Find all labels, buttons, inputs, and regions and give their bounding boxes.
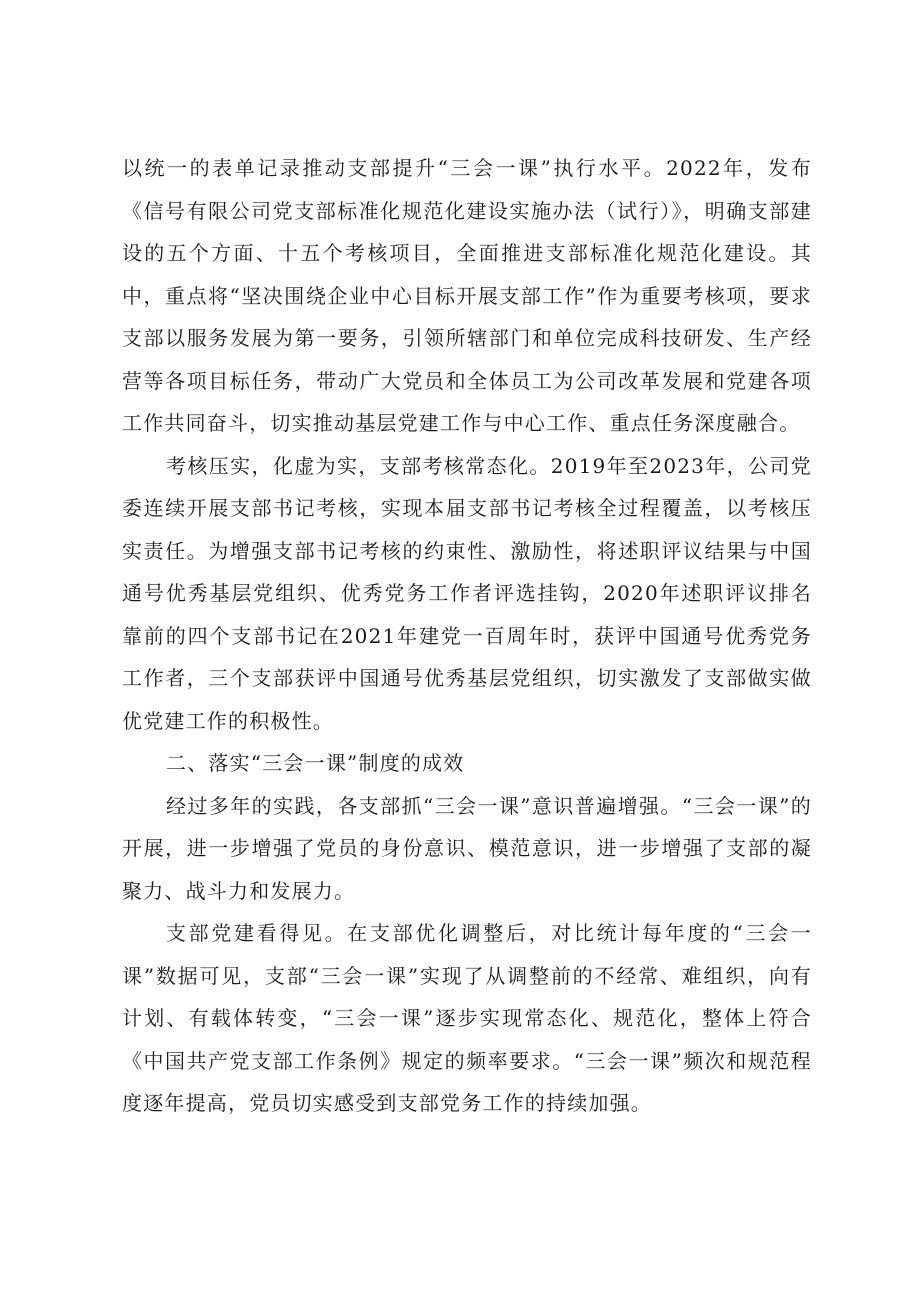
paragraph-branch-visible: 支部党建看得见。在支部优化调整后，对比统计每年度的“三会一课”数据可见，支部“三会一课”实现了从调整前的不经常、难组织，向有计划、有载体转变，“三会一课”逐步实现常态化、规范化，整体上符合《中国共产党支部工作条例》规定的频率要求。“三会一课”频次和规范程度逐年提高，党员切实感受到支部党务工作的持续加强。: [122, 921, 812, 1115]
document-body: [122, 147, 812, 1125]
paragraph-continued: 以统一的表单记录推动支部提升“三会一课”执行水平。2022年，发布《信号有限公司党支部标准化规范化建设实施办法（试行）》，明确支部建设的五个方面、十五个考核项目，全面推进支部标准化规范化建设。其中，重点将“坚决围绕企业中心目标开展支部工作”作为重要考核项，要求支部以服务发展为第一要务，引领所辖部门和单位完成科技研发、生产经营等各项目标任务，带动广大党员和全体员工为公司改革发展和党建各项工作共同奋斗，切实推动基层党建工作与中心工作、重点任务深度融合。: [122, 156, 812, 435]
section-heading: 二、落实“三会一课”制度的成效: [166, 751, 465, 775]
paragraph-practice-results: 经过多年的实践，各支部抓“三会一课”意识普遍增强。“三会一课”的开展，进一步增强了党员的身份意识、模范意识，进一步增强了支部的凝聚力、战斗力和发展力。: [122, 793, 812, 903]
paragraph-branch-assessment: 考核压实，化虚为实，支部考核常态化。2019年至2023年，公司党委连续开展支部书记考核，实现本届支部书记考核全过程覆盖，以考核压实责任。为增强支部书记考核的约束性、激励性，将述职评议结果与中国通号优秀基层党组织、优秀党务工作者评选挂钩，2020年述职评议排名靠前的四个支部书记在2021年建党一百周年时，获评中国通号优秀党务工作者，三个支部获评中国通号优秀基层党组织，切实激发了支部做实做优党建工作的积极性。: [122, 453, 812, 733]
